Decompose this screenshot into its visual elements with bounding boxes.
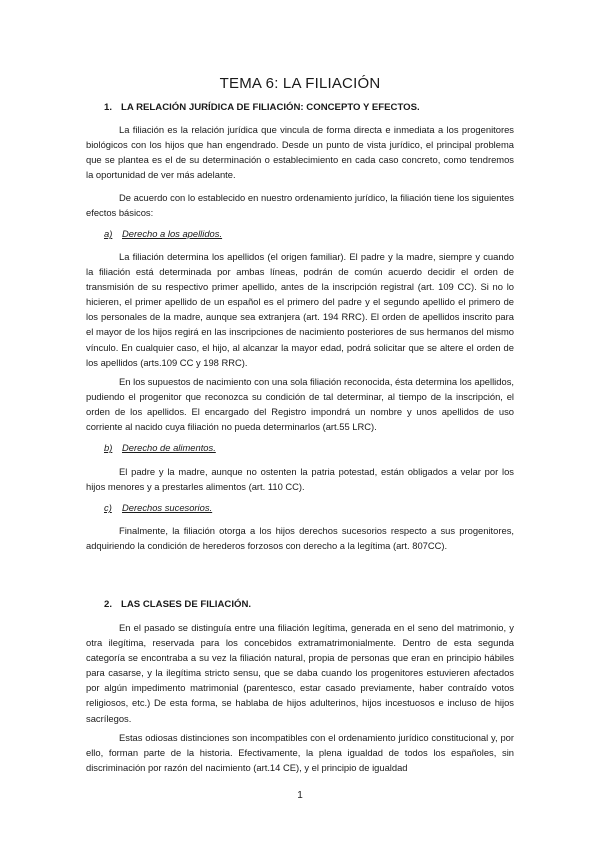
- subheading-c: [104, 502, 212, 513]
- section-2-number: 2.: [104, 599, 113, 610]
- section-2-heading: [104, 599, 251, 610]
- section-1-number: 1.: [104, 102, 113, 113]
- subheading-a-text: Derecho a los apellidos.: [122, 228, 223, 239]
- subheading-a: [104, 228, 222, 239]
- paragraph: En el pasado se distinguía entre una filiación legítima, generada en el seno del matrimonio, y otra ilegítima, reservada para los concebidos extramatrimonialmente. Dentro de esta segunda categoría se encontraba a su vez la filiación natural, propia de personas que eran en principio hábiles para casarse, y la ilegítima stricto sensu, que se daba cuando los progenitores estuvieren afectados por algún impedimento matrimonial (parentesco, estar casado previamente, haber contraído votos religiosos, etc.) De esta forma, se hablaba de hijos adulterinos, hijos incestuosos e incluso de hijos sacrílegos.: [86, 622, 514, 724]
- paragraph: La filiación es la relación jurídica que vincula de forma directa e inmediata a los progenitores biológicos con los hijos que han engendrado. Desde un punto de vista jurídico, el principal problema que se plantea es el de su determinación o establecimiento en cada caso concreto, como tendremos la oportunidad de ver más adelante.: [86, 124, 514, 181]
- section-1-heading: [104, 102, 420, 113]
- subheading-c-text: Derechos sucesorios.: [122, 502, 213, 513]
- subheading-b-text: Derecho de alimentos.: [122, 442, 216, 453]
- subheading-c-label: c): [104, 502, 112, 513]
- paragraph: La filiación determina los apellidos (el origen familiar). El padre y la madre, siempre y cuando la filiación está determinada por ambas líneas, podrán de común acuerdo decidir el orden de transmisión de su respectivo primer apellido, antes de la inscripción registral (art. 109 CC). Si no lo hicieren, el primer apellido de un español es el primero del padre y el segundo apellido el primero de los personales de la madre, aunque sea extranjera (art. 194 RRC). El orden de apellidos inscrito para el mayor de los hijos regirá en las inscripciones de nacimiento posteriores de sus hermanos del mismo vínculo. En cualquier caso, el hijo, al alcanzar la mayor edad, podrá solicitar que se altere el orden de los apellidos (arts.109 CC y 198 RRC).: [86, 251, 514, 368]
- subheading-b-label: b): [104, 442, 113, 453]
- subheading-a-label: a): [104, 228, 113, 239]
- paragraph: En los supuestos de nacimiento con una sola filiación reconocida, ésta determina los apellidos, pudiendo el progenitor que reconozca su condición de tal determinar, al tiempo de la inscripción, el orden de los apellidos. El encargado del Registro impondrá un nombre y unos apellidos de uso corriente al nacido cuya filiación no pueda determinarlos (art.55 LRC).: [86, 376, 514, 433]
- subheading-b: [104, 442, 216, 453]
- paragraph: De acuerdo con lo establecido en nuestro ordenamiento jurídico, la filiación tiene los siguientes efectos básicos:: [86, 192, 514, 219]
- section-2-heading-text: LAS CLASES DE FILIACIÓN.: [121, 599, 252, 610]
- page-title: TEMA 6: LA FILIACIÓN: [219, 75, 381, 92]
- paragraph: El padre y la madre, aunque no ostenten la patria potestad, están obligados a velar por los hijos menores y a prestarles alimentos (art. 110 CC).: [86, 466, 514, 493]
- paragraph: Estas odiosas distinciones son incompatibles con el ordenamiento jurídico constitucional y, por ello, forman parte de la historia. Efectivamente, la plena igualdad de todos los españoles, sin discriminación por razón del nacimiento (art.14 CE), y el principio de igualdad: [86, 732, 514, 774]
- paragraph: Finalmente, la filiación otorga a los hijos derechos sucesorios respecto a sus progenitores, adquiriendo la condición de herederos forzosos con derecho a la legítima (art. 807CC).: [86, 525, 514, 552]
- page-number: 1: [297, 790, 303, 801]
- section-1-heading-text: LA RELACIÓN JURÍDICA DE FILIACIÓN: CONCEPTO Y EFECTOS.: [121, 102, 420, 113]
